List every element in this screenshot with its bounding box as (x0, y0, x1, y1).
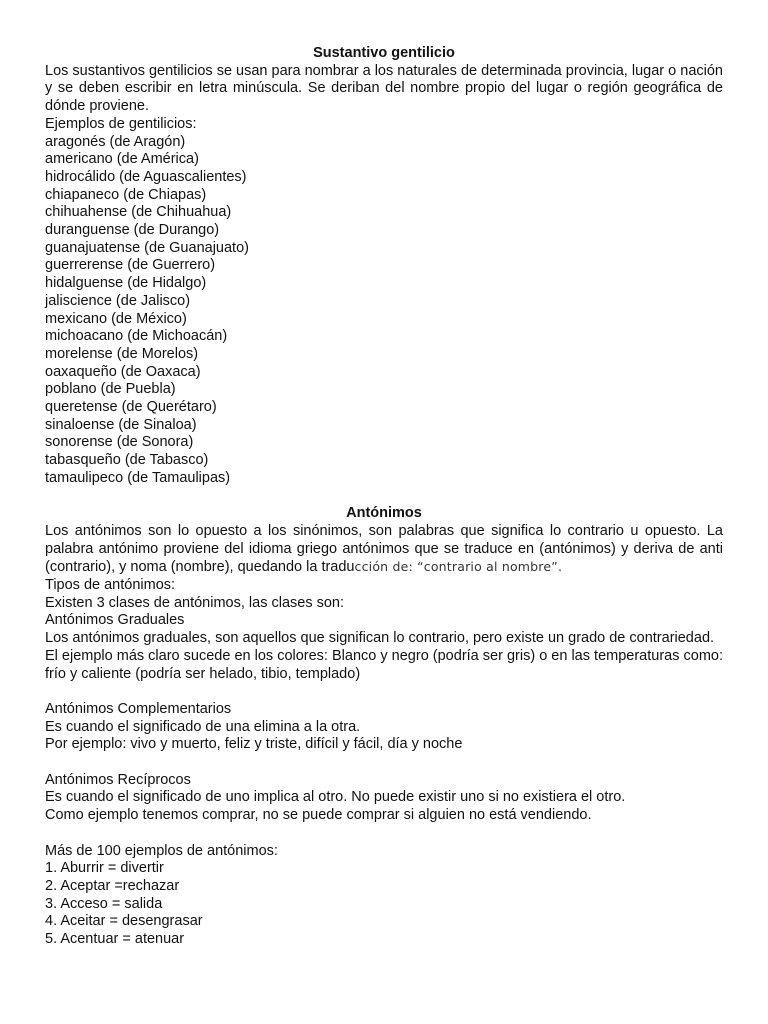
antonimos-intro-main: Los antónimos son lo opuesto a los sinónimos, son palabras que significa lo contrario u opuesto. La palabra antónimo proviene del idioma griego antónimos que se traduce en (antónimos) y deriva de anti (contrario), y noma (nombre), quedando la tradu (45, 522, 723, 576)
gentilicio-examples-heading: Ejemplos de gentilicios: (45, 115, 197, 132)
list-item: jaliscience (de Jalisco) (45, 292, 191, 309)
list-item: 2. Aceptar =rechazar (45, 877, 180, 894)
list-item: aragonés (de Aragón) (45, 133, 186, 150)
section-gentilicio (45, 45, 723, 488)
list-item: tabasqueño (de Tabasco) (45, 452, 209, 469)
complementarios-definition: Es cuando el significado de una elimina a la otra. (45, 718, 361, 735)
spacer (45, 683, 723, 701)
section-title-antonimos: Antónimos (346, 505, 422, 522)
graduales-heading: Antónimos Graduales (45, 612, 185, 629)
list-item: 5. Acentuar = atenuar (45, 931, 185, 948)
antonimos-intro-tail: cción de: “contrario al nombre”. (354, 559, 563, 575)
list-item: poblano (de Puebla) (45, 381, 176, 398)
gentilicio-intro-paragraph: Los sustantivos gentilicios se usan para nombrar a los naturales de determinada provincia, lugar o nación y se deben escribir en letra minúscula. Se deriban del nombre propio del lugar o región geográfica de dónde proviene. (45, 62, 723, 115)
reciprocos-heading: Antónimos Recíprocos (45, 771, 191, 788)
reciprocos-definition: Es cuando el significado de uno implica al otro. No puede existir uno si no existiera el otro. (45, 789, 626, 806)
reciprocos-example: Como ejemplo tenemos comprar, no se puede comprar si alguien no está vendiendo. (45, 807, 592, 824)
document-page (45, 45, 723, 949)
list-item: 4. Aceitar = desengrasar (45, 913, 203, 930)
list-item: queretense (de Querétaro) (45, 399, 217, 416)
gentilicio-examples-list (45, 134, 723, 488)
classes-line: Existen 3 clases de antónimos, las clases son: (45, 594, 345, 611)
graduales-definition: Los antónimos graduales, son aquellos que significan lo contrario, pero existe un grado de contrariedad. (45, 630, 715, 647)
list-item: michoacano (de Michoacán) (45, 328, 228, 345)
list-item: chiapaneco (de Chiapas) (45, 186, 207, 203)
graduales-example: El ejemplo más claro sucede en los colores: Blanco y negro (podría ser gris) o en las temperaturas como: frío y caliente (podría ser helado, tibio, templado) (45, 647, 723, 682)
list-item: 3. Acceso = salida (45, 895, 163, 912)
list-item: hidalguense (de Hidalgo) (45, 275, 207, 292)
list-item: sinaloense (de Sinaloa) (45, 416, 197, 433)
list-item: duranguense (de Durango) (45, 222, 220, 239)
list-item: guanajuatense (de Guanajuato) (45, 239, 249, 256)
section-antonimos (45, 505, 723, 949)
spacer (45, 825, 723, 843)
list-item: chihuahense (de Chihuahua) (45, 204, 232, 221)
list-item: sonorense (de Sonora) (45, 434, 194, 451)
list-item: mexicano (de México) (45, 310, 187, 327)
complementarios-heading: Antónimos Complementarios (45, 700, 232, 717)
spacer (45, 754, 723, 772)
types-heading: Tipos de antónimos: (45, 577, 176, 594)
complementarios-example: Por ejemplo: vivo y muerto, feliz y triste, difícil y fácil, día y noche (45, 736, 463, 753)
antonimos-list-heading: Más de 100 ejemplos de antónimos: (45, 842, 278, 859)
list-item: guerrerense (de Guerrero) (45, 257, 216, 274)
list-item: 1. Aburrir = divertir (45, 860, 164, 877)
list-item: tamaulipeco (de Tamaulipas) (45, 469, 231, 486)
list-item: americano (de América) (45, 151, 199, 168)
list-item: morelense (de Morelos) (45, 345, 199, 362)
spacer (45, 488, 723, 506)
list-item: oaxaqueño (de Oaxaca) (45, 363, 201, 380)
antonimos-intro-paragraph (45, 523, 723, 577)
section-title-gentilicio: Sustantivo gentilicio (313, 45, 455, 61)
list-item: hidrocálido (de Aguascalientes) (45, 168, 247, 185)
antonimos-examples-list (45, 860, 723, 949)
